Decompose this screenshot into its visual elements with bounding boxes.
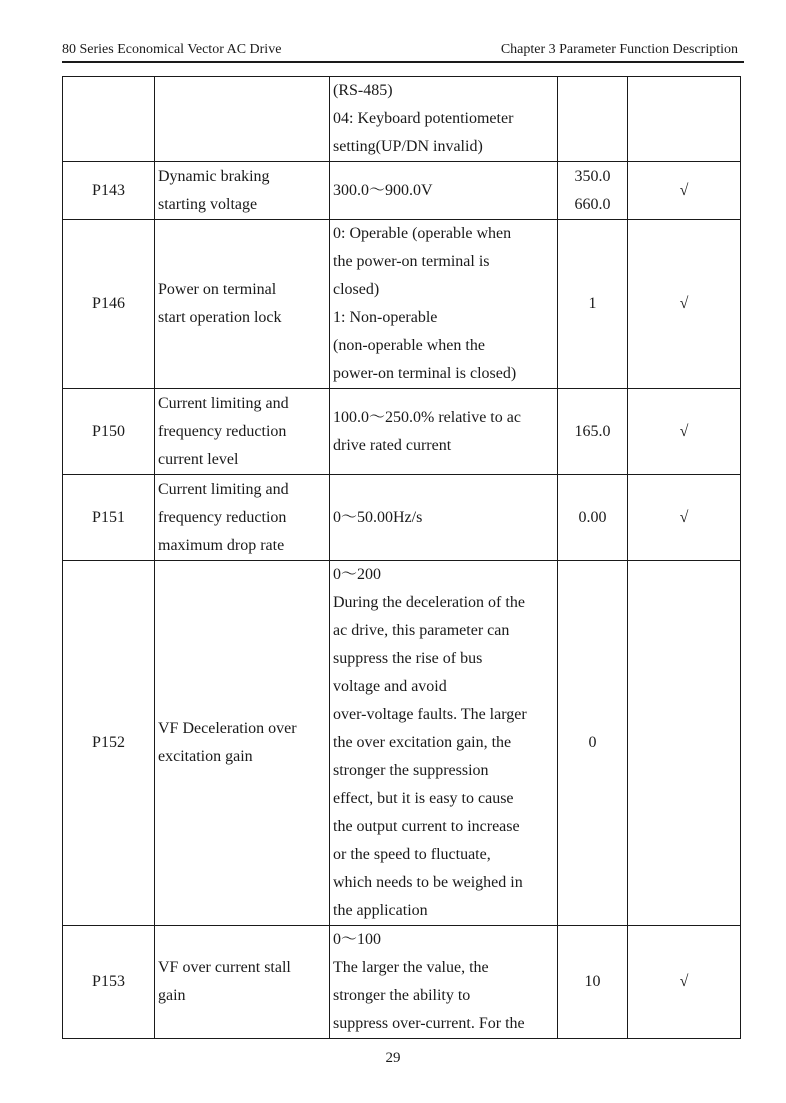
setting-range-line: (RS-485) xyxy=(333,82,393,99)
setting-range-line: or the speed to fluctuate, xyxy=(333,846,491,863)
parameter-name-line: start operation lock xyxy=(158,309,282,326)
parameter-name-line: Current limiting and xyxy=(158,394,289,412)
parameter-name-line: Current limiting and xyxy=(158,480,289,498)
default-value-line: 1 xyxy=(588,295,597,312)
parameter-default xyxy=(558,389,628,475)
parameter-modify-mark: √ xyxy=(628,475,741,561)
parameter-name-line: excitation gain xyxy=(158,748,253,765)
setting-range-line: which needs to be weighed in xyxy=(333,874,523,891)
header-document-title: 80 Series Economical Vector AC Drive xyxy=(62,42,282,57)
setting-range-line: drive rated current xyxy=(333,436,452,454)
parameter-row xyxy=(63,475,741,561)
parameter-setting-range xyxy=(330,220,558,389)
setting-range-line: stronger the ability to xyxy=(333,987,471,1004)
parameter-name-line: frequency reduction xyxy=(158,422,287,440)
parameter-name xyxy=(155,220,330,389)
parameter-name xyxy=(155,475,330,561)
setting-range-line: setting(UP/DN invalid) xyxy=(333,138,483,155)
setting-range-line: the over excitation gain, the xyxy=(333,734,512,751)
parameter-name-line: Power on terminal xyxy=(158,281,277,298)
setting-range-line: the power-on terminal is xyxy=(333,253,490,270)
parameter-setting-range xyxy=(330,926,558,1039)
parameter-modify-mark xyxy=(628,561,741,926)
setting-range-line: The larger the value, the xyxy=(333,959,489,976)
page-header xyxy=(62,40,744,62)
parameter-name xyxy=(155,561,330,926)
parameter-row xyxy=(63,561,741,926)
setting-range-line: closed) xyxy=(333,281,380,298)
parameter-modify-mark: √ xyxy=(628,389,741,475)
header-rule xyxy=(62,61,744,63)
parameter-modify-mark: √ xyxy=(628,220,741,389)
parameter-code xyxy=(63,77,155,162)
header-chapter-title: Chapter 3 Parameter Function Description xyxy=(500,42,738,57)
setting-range-line: 100.0～250.0% relative to ac xyxy=(333,408,521,426)
parameter-name-line: VF Deceleration over xyxy=(158,720,297,737)
page-number: 29 xyxy=(385,1050,401,1066)
parameter-name-line: gain xyxy=(158,987,186,1004)
setting-range-line: 0: Operable (operable when xyxy=(333,225,512,242)
setting-range-line: During the deceleration of the xyxy=(333,594,525,611)
parameter-name-line: frequency reduction xyxy=(158,508,287,526)
parameter-code: P153 xyxy=(63,926,155,1039)
parameter-modify-mark xyxy=(628,77,741,162)
default-value-line: 0.00 xyxy=(578,508,607,526)
parameter-setting-range xyxy=(330,389,558,475)
parameter-name-line: maximum drop rate xyxy=(158,536,285,554)
setting-range-line: over-voltage faults. The larger xyxy=(333,706,527,723)
default-value-line: 660.0 xyxy=(574,195,611,213)
parameter-name xyxy=(155,77,330,162)
parameter-default xyxy=(558,77,628,162)
default-value-line: 10 xyxy=(584,973,601,990)
setting-range-line: stronger the suppression xyxy=(333,762,489,779)
parameter-row xyxy=(63,162,741,220)
parameter-table xyxy=(62,76,741,1039)
setting-range-line: suppress the rise of bus xyxy=(333,650,483,667)
default-value-line: 165.0 xyxy=(574,422,611,440)
parameter-table-body xyxy=(63,77,741,1039)
parameter-code: P152 xyxy=(63,561,155,926)
parameter-row xyxy=(63,926,741,1039)
parameter-name-line: Dynamic braking xyxy=(158,167,270,185)
parameter-default xyxy=(558,926,628,1039)
parameter-setting-range xyxy=(330,475,558,561)
setting-range-line: effect, but it is easy to cause xyxy=(333,790,514,807)
parameter-default xyxy=(558,475,628,561)
parameter-name xyxy=(155,926,330,1039)
parameter-name-line: current level xyxy=(158,450,239,468)
setting-range-line: 0～100 xyxy=(333,931,382,948)
setting-range-line: voltage and avoid xyxy=(333,678,447,695)
parameter-code: P151 xyxy=(63,475,155,561)
setting-range-line: 0～200 xyxy=(333,566,382,583)
parameter-row xyxy=(63,389,741,475)
setting-range-line: 04: Keyboard potentiometer xyxy=(333,110,514,127)
parameter-name-line: starting voltage xyxy=(158,195,258,213)
parameter-default xyxy=(558,220,628,389)
parameter-setting-range xyxy=(330,77,558,162)
parameter-default xyxy=(558,561,628,926)
parameter-code: P143 xyxy=(63,162,155,220)
setting-range-line: 1: Non-operable xyxy=(333,309,438,326)
setting-range-line: (non-operable when the xyxy=(333,337,485,354)
setting-range-line: 0～50.00Hz/s xyxy=(333,508,423,526)
parameter-setting-range xyxy=(330,561,558,926)
default-value-line: 0 xyxy=(588,734,597,751)
parameter-modify-mark: √ xyxy=(628,162,741,220)
setting-range-line: suppress over-current. For the xyxy=(333,1015,525,1032)
parameter-modify-mark: √ xyxy=(628,926,741,1039)
parameter-row xyxy=(63,220,741,389)
setting-range-line: 300.0～900.0V xyxy=(333,181,433,199)
setting-range-line: ac drive, this parameter can xyxy=(333,622,510,639)
parameter-name xyxy=(155,389,330,475)
parameter-default xyxy=(558,162,628,220)
parameter-code: P150 xyxy=(63,389,155,475)
setting-range-line: power-on terminal is closed) xyxy=(333,365,517,382)
setting-range-line: the application xyxy=(333,902,428,919)
parameter-name-line: VF over current stall xyxy=(158,959,291,976)
setting-range-line: the output current to increase xyxy=(333,818,520,835)
parameter-code: P146 xyxy=(63,220,155,389)
parameter-row xyxy=(63,77,741,162)
parameter-setting-range xyxy=(330,162,558,220)
parameter-name xyxy=(155,162,330,220)
default-value-line: 350.0 xyxy=(574,167,611,185)
